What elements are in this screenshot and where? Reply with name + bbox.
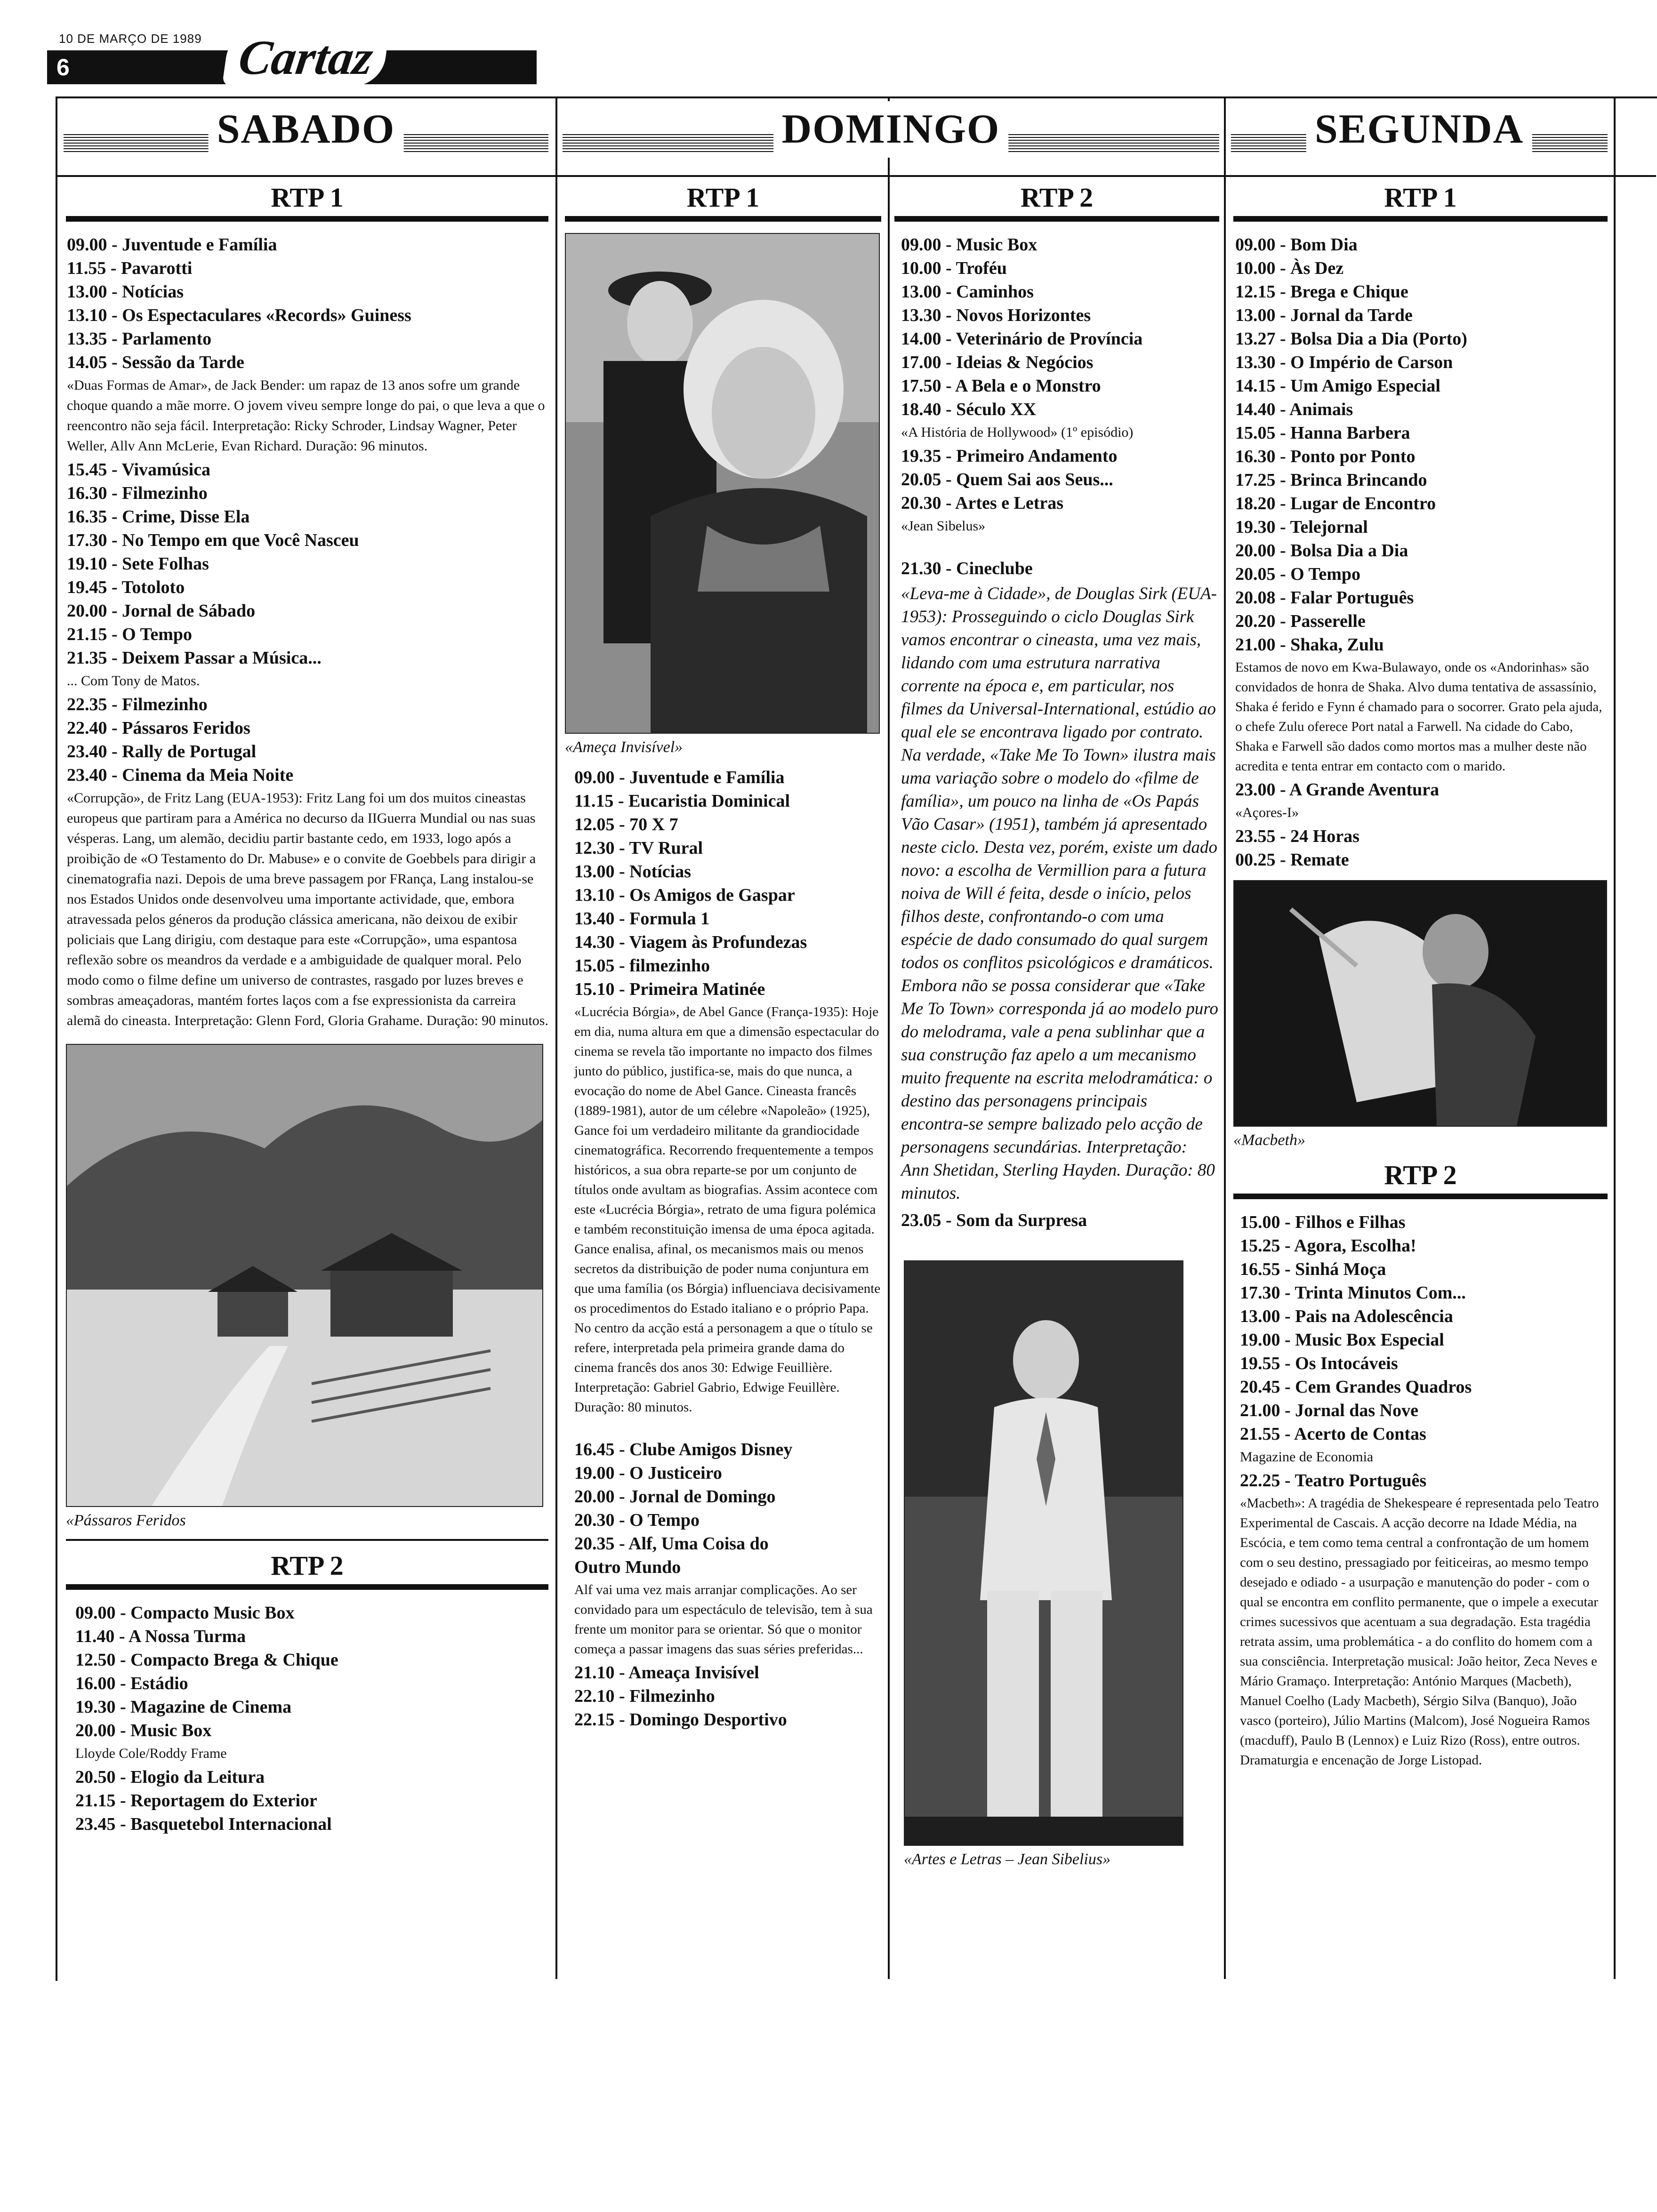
program-item: 23.55 - 24 Horas bbox=[1235, 826, 1359, 846]
program-item: 13.00 - Jornal da Tarde bbox=[1235, 305, 1413, 325]
program-item: 21.35 - Deixem Passar a Música... bbox=[67, 648, 322, 668]
program-note: «Leva-me à Cidade», de Douglas Sirk (EUA-1953): Prosseguindo o ciclo Douglas Sirk vamos encontrar o cineasta, uma vez mais, lidando com uma estrutura narrativa corrente na época e, em particular, nos filmes da Universal-International, estúdio ao qual ele se encontrava ligado por contrato. Na verdade, «Take Me To Town» ilustra mais uma variação sobre o modelo do «filme de família», um pouco na linha de «Os Papás Vão Casar» (1951), também já apresentado neste ciclo. Desta vez, porém, existe um dado novo: a escolha de Vermillion para a futura noiva de Will é feita, desde o início, pelos filhos deste, confrontando-o com uma espécie de dado consumado do qual surgem todos os conflitos psicológicos e dramáticos. Embora não se possa considerar que «Take Me To Town» corresponda já ao modelo puro do melodrama, vale a pena sublinhar que a sua construção faz apelo a um mecanismo muito frequente na escrita melodramática: o destino das personagens principais encontra-se sempre balizado pelo acção de personagens secundárias. Interpretação: Ann Shetidan, Sterling Hayden. Duração: 80 minutos. bbox=[901, 584, 1218, 1203]
program-item: 23.45 - Basquetebol Internacional bbox=[75, 1814, 332, 1834]
program-item: 23.40 - Cinema da Meia Noite bbox=[67, 765, 294, 785]
program-item: 17.30 - Trinta Minutos Com... bbox=[1240, 1283, 1466, 1303]
program-item: 14.15 - Um Amigo Especial bbox=[1235, 376, 1440, 396]
landscape-photo bbox=[67, 1045, 542, 1506]
program-item: 21.15 - Reportagem do Exterior bbox=[75, 1791, 317, 1811]
program-item: 21.55 - Acerto de Contas bbox=[1240, 1424, 1426, 1444]
program-item: 15.45 - Vivamúsica bbox=[67, 460, 211, 480]
program-item: 20.05 - O Tempo bbox=[1235, 564, 1361, 584]
program-item: 13.30 - Novos Horizontes bbox=[901, 305, 1091, 325]
program-item: 13.00 - Caminhos bbox=[901, 282, 1034, 302]
program-item: 13.30 - O Império de Carson bbox=[1235, 353, 1453, 372]
program-item: 11.40 - A Nossa Turma bbox=[75, 1627, 246, 1646]
program-item: 13.40 - Formula 1 bbox=[574, 909, 710, 929]
program-note: «A História de Hollywood» (1º episódio) bbox=[901, 425, 1134, 440]
portrait-photo bbox=[566, 234, 879, 733]
channel-title: RTP 2 bbox=[1020, 182, 1094, 213]
photo-caption: «Artes e Letras – Jean Sibelius» bbox=[904, 1851, 1111, 1868]
channel-bar bbox=[66, 1584, 548, 1590]
program-item: 15.05 - Hanna Barbera bbox=[1235, 423, 1410, 443]
photo-passaros-feridos bbox=[66, 1044, 543, 1507]
program-note: ... Com Tony de Matos. bbox=[67, 673, 200, 689]
program-item: 22.15 - Domingo Desportivo bbox=[574, 1710, 787, 1730]
channel-bar bbox=[1233, 1194, 1608, 1199]
program-item: 16.45 - Clube Amigos Disney bbox=[574, 1440, 793, 1459]
program-item: 22.35 - Filmezinho bbox=[67, 695, 208, 714]
program-item: 19.45 - Totoloto bbox=[67, 577, 185, 597]
standing-man-photo bbox=[905, 1261, 1182, 1845]
program-item: 13.10 - Os Amigos de Gaspar bbox=[574, 885, 795, 905]
program-item: 15.25 - Agora, Escolha! bbox=[1240, 1236, 1416, 1256]
program-item: 22.25 - Teatro Português bbox=[1240, 1471, 1427, 1491]
program-item: 20.50 - Elogio da Leitura bbox=[75, 1767, 265, 1787]
program-item: 14.30 - Viagem às Profundezas bbox=[574, 932, 807, 952]
program-item: 12.15 - Brega e Chique bbox=[1235, 282, 1408, 302]
program-item: 15.10 - Primeira Matinée bbox=[574, 979, 765, 999]
program-item: 16.30 - Ponto por Ponto bbox=[1235, 447, 1416, 466]
program-note: «Macbeth»: A tragédia de Shekespeare é representada pelo Teatro Experimental de Cascais. A acção decorre na Idade Média, na Escócia, e tem como tema central a confrontação de um homem com o seu destino, pressagiado por feiticeiras, ao mesmo tempo desejado e odiado - a usurpação e manutenção do poder - com o qual se encontra em conflito permanente, que o impele a executar crimes sucessivos que acentuam a sua degradação. Esta tragédia retrata assim, uma problemática - a do conflito do homem com a sua consciência. Interpretação musical: João heitor, Zeca Neves e Mário Gramaço. Interpretação: António Marques (Macbeth), Manuel Coelho (Lady Macbeth), Sérgio Silva (Banquo), João vasco (porteiro), Júlio Martins (Malcom), José Nogueira Ramos (macduff), Paulo B (Lennox) e Luiz Rizo (Ross), entre outros. Dramaturgia e encenação de Jorge Listopad. bbox=[1240, 1496, 1599, 1768]
domingo-rtp2-column bbox=[894, 181, 1219, 1878]
program-item: 21.10 - Ameaça Invisível bbox=[574, 1663, 759, 1683]
program-item: 20.05 - Quem Sai aos Seus... bbox=[901, 470, 1113, 489]
sabado-column bbox=[66, 181, 548, 1836]
program-item: 11.15 - Eucaristia Dominical bbox=[574, 791, 790, 811]
masthead bbox=[47, 26, 537, 87]
channel-title: RTP 1 bbox=[271, 182, 344, 213]
day-header-domingo bbox=[563, 101, 1219, 158]
program-item: 19.35 - Primeiro Andamento bbox=[901, 446, 1118, 466]
segunda-column bbox=[1233, 181, 1608, 1772]
photo-macbeth bbox=[1233, 880, 1607, 1127]
channel-title: RTP 2 bbox=[1384, 1160, 1457, 1190]
day-header-sabado bbox=[64, 101, 548, 158]
program-item: 14.00 - Veterinário de Província bbox=[901, 329, 1143, 349]
program-item: 14.40 - Animais bbox=[1235, 400, 1353, 419]
program-item: 19.30 - Telejornal bbox=[1235, 517, 1368, 537]
program-item: 09.00 - Compacto Music Box bbox=[75, 1603, 295, 1623]
program-item: 20.00 - Music Box bbox=[75, 1721, 212, 1740]
program-item: 23.05 - Som da Surpresa bbox=[901, 1210, 1087, 1230]
program-item: 21.00 - Shaka, Zulu bbox=[1235, 635, 1384, 655]
program-item: 13.35 - Parlamento bbox=[67, 329, 212, 349]
channel-title: RTP 2 bbox=[271, 1550, 344, 1581]
program-item: 09.00 - Juventude e Família bbox=[67, 235, 277, 255]
channel-bar bbox=[1233, 216, 1608, 222]
program-note: «Açores-I» bbox=[1235, 805, 1299, 820]
program-item: 20.00 - Bolsa Dia a Dia bbox=[1235, 541, 1408, 561]
domingo-rtp1-column bbox=[565, 181, 881, 1731]
day-name: SEGUNDA bbox=[1306, 101, 1532, 158]
program-item: 11.55 - Pavarotti bbox=[67, 258, 193, 278]
program-item: 20.00 - Jornal de Sábado bbox=[67, 601, 256, 621]
program-item: 20.35 - Alf, Uma Coisa do bbox=[574, 1534, 769, 1554]
program-item: 16.00 - Estádio bbox=[75, 1674, 188, 1693]
program-item: 18.40 - Século XX bbox=[901, 400, 1037, 419]
channel-bar bbox=[565, 216, 881, 222]
program-item: 12.05 - 70 X 7 bbox=[574, 815, 678, 834]
photo-jean-sibelius bbox=[904, 1260, 1183, 1846]
day-header-segunda bbox=[1231, 101, 1608, 158]
program-note: «Lucrécia Bórgia», de Abel Gance (França-1935): Hoje em dia, numa altura em que a dimensão espectacular do cinema se revela tão importante no impacto dos filmes junto do público, justifica-se, mais do que nunca, a evocação do nome de Abel Gance. Cineasta francês (1889-1981), autor de um célebre «Napoleão» (1925), Gance foi um verdadeiro militante da grandiocidade cinematográfica. Recorrendo frequentemente a tempos históricos, a sua obra reparte-se por um conjunto de títulos onde avultam as biografias. Assim acontece com este «Lucrécia Bórgia», retrato de uma figura polémica e também reconstituição imensa de uma época agitada. Gance enalisa, afinal, os mecanismos mais ou menos secretos da distribuição de poder numa conjuntura em que uma família (os Bórgia) influenciava decisivamente os procedimentos do Estado italiano e o próprio Papa. No centro da acção está a personagem a que o título se refere, interpretada pela primeira grande dama do cinema francês dos anos 30: Edwige Feuillière. Interpretação: Gabriel Gabrio, Edwige Feuillère. Duração: 80 minutos. bbox=[574, 1004, 881, 1415]
program-item: 19.55 - Os Intocáveis bbox=[1240, 1354, 1398, 1373]
program-item: 21.00 - Jornal das Nove bbox=[1240, 1401, 1418, 1420]
program-item: 21.30 - Cineclube bbox=[901, 559, 1033, 578]
page-number: 6 bbox=[56, 54, 70, 80]
program-item: 17.30 - No Tempo em que Você Nasceu bbox=[67, 530, 359, 550]
program-item: 16.35 - Crime, Disse Ela bbox=[67, 507, 250, 527]
program-note: «Duas Formas de Amar», de Jack Bender: um rapaz de 13 anos sofre um grande choque quando a mãe morre. O jovem viveu sempre longe do pai, o que leva a que o reencontro não seja fácil. Interpretação: Ricky Schroder, Lindsay Wagner, Peter Weller, Allv Ann McLerie, Evan Richard. Duração: 96 minutos. bbox=[67, 377, 545, 454]
program-item: 19.10 - Sete Folhas bbox=[67, 554, 209, 574]
photo-caption: «Ameça Invisível» bbox=[565, 738, 683, 756]
program-item: 13.00 - Notícias bbox=[574, 862, 692, 882]
program-item: 23.40 - Rally de Portugal bbox=[67, 742, 257, 761]
program-item: 17.00 - Ideias & Negócios bbox=[901, 353, 1094, 372]
program-note: Estamos de novo em Kwa-Bulawayo, onde os «Andorinhas» são convidados de honra de Shaka. Alvo duma tentativa de assassínio, Shaka é ferido e Fynn é chamado para o socorrer. Grato pela ajuda, o chefe Zulu oferece Port natal a Farwell. Na cidade do Cabo, Shaka e Farwell são dados como mortos mas a mulher deste não acredita e tenta entrar em contacto com o marido. bbox=[1235, 660, 1602, 774]
program-item: 10.00 - Troféu bbox=[901, 258, 1007, 278]
program-item: 22.40 - Pássaros Feridos bbox=[67, 718, 250, 738]
program-item: 12.50 - Compacto Brega & Chique bbox=[75, 1650, 338, 1670]
day-name: SABADO bbox=[209, 101, 404, 158]
program-item: 21.15 - O Tempo bbox=[67, 625, 193, 644]
column-rule-4 bbox=[1614, 96, 1616, 1979]
program-item: 17.50 - A Bela e o Monstro bbox=[901, 376, 1101, 396]
program-item: 19.30 - Magazine de Cinema bbox=[75, 1697, 292, 1717]
program-item: 15.05 - filmezinho bbox=[574, 956, 710, 976]
program-item: 00.25 - Remate bbox=[1235, 850, 1349, 870]
column-rule-2 bbox=[888, 96, 890, 1979]
cartaz-logo: Cartaz bbox=[222, 30, 390, 86]
program-item: 20.45 - Cem Grandes Quadros bbox=[1240, 1377, 1472, 1397]
program-item: 13.00 - Pais na Adolescência bbox=[1240, 1306, 1453, 1326]
program-note: «Corrupção», de Fritz Lang (EUA-1953): Fritz Lang foi um dos muitos cineastas europeus que partiram para a América no decurso da IIGuerra Mundial ou nas suas vésperas. Lang, um alemão, decidiu partir bastante cedo, em 1933, logo após a proibição de «O Testamento do Dr. Mabuse» e o convite de Goebbels para dirigir a cinematografia nazi. Depois de uma breve passagem por FRança, Lang instalou-se nos Estados Unidos onde desenvolveu uma importante actividade, que, embora atravessada pelos géneros da produção clássica americana, não deixou de exibir policiais que Lang dirigiu, com destaque para este «Corrupção», uma espantosa reflexão sobre os meandros da verdade e a ambiguidade de qualquer moral. Pelo modo como o filme define um universo de contrastes, rasgado por luzes breves e sombras ameaçadoras, mantém fortes laços com a fse expressionista da carreira alemã do cineasta. Interpretação: Glenn Ford, Gloria Grahame. Duração: 90 minutos. bbox=[67, 790, 548, 1028]
program-item: 13.00 - Notícias bbox=[67, 282, 184, 302]
program-item: 20.30 - O Tempo bbox=[574, 1510, 700, 1530]
program-item: 20.00 - Jornal de Domingo bbox=[574, 1487, 776, 1507]
macbeth-photo bbox=[1234, 881, 1606, 1126]
program-item: 13.10 - Os Espectaculares «Records» Guiness bbox=[67, 305, 411, 325]
program-item: 23.00 - A Grande Aventura bbox=[1235, 780, 1440, 800]
program-note: Alf vai uma vez mais arranjar complicações. Ao ser convidado para um espectáculo de televisão, tem à sua frente um monitor para se orientar. Só que o monitor começa a passar imagens das suas séries preferidas... bbox=[574, 1582, 873, 1657]
photo-caption: «Macbeth» bbox=[1233, 1131, 1305, 1149]
program-item: 09.00 - Juventude e Família bbox=[574, 768, 785, 787]
program-item: 18.20 - Lugar de Encontro bbox=[1235, 494, 1436, 513]
program-item: 19.00 - O Justiceiro bbox=[574, 1463, 722, 1483]
channel-bar bbox=[894, 216, 1219, 222]
channel-title: RTP 1 bbox=[1384, 182, 1457, 213]
section-rule bbox=[66, 1539, 548, 1541]
program-item: 22.10 - Filmezinho bbox=[574, 1686, 715, 1706]
program-item: 17.25 - Brinca Brincando bbox=[1235, 470, 1427, 490]
program-item: 14.05 - Sessão da Tarde bbox=[67, 353, 244, 372]
issue-date: 10 DE MARÇO DE 1989 bbox=[59, 32, 202, 46]
program-note: «Jean Sibelus» bbox=[901, 518, 986, 534]
program-item: 15.00 - Filhos e Filhas bbox=[1240, 1212, 1406, 1232]
program-item: 20.30 - Artes e Letras bbox=[901, 493, 1064, 513]
day-name: DOMINGO bbox=[773, 101, 1009, 158]
program-item: 20.20 - Passerelle bbox=[1235, 611, 1366, 631]
header-rule bbox=[56, 175, 1656, 177]
program-item: 19.00 - Music Box Especial bbox=[1240, 1330, 1444, 1350]
program-item: 12.30 - TV Rural bbox=[574, 838, 703, 858]
program-item: Outro Mundo bbox=[574, 1557, 681, 1577]
channel-bar bbox=[66, 216, 548, 222]
program-item: 16.30 - Filmezinho bbox=[67, 483, 208, 503]
program-item: 10.00 - Às Dez bbox=[1235, 258, 1344, 278]
program-item: 16.55 - Sinhá Moça bbox=[1240, 1259, 1386, 1279]
program-item: 20.08 - Falar Português bbox=[1235, 588, 1414, 608]
program-item: 09.00 - Music Box bbox=[901, 235, 1038, 255]
photo-caption: «Pássaros Feridos bbox=[66, 1512, 186, 1529]
program-item: 13.27 - Bolsa Dia a Dia (Porto) bbox=[1235, 329, 1467, 349]
program-note: Lloyde Cole/Roddy Frame bbox=[75, 1746, 227, 1761]
program-note: Magazine de Economia bbox=[1240, 1449, 1374, 1465]
photo-ameaca-invisivel bbox=[565, 233, 880, 734]
column-rule-1 bbox=[555, 96, 557, 1979]
program-item: 09.00 - Bom Dia bbox=[1235, 235, 1358, 255]
column-rule-3 bbox=[1224, 96, 1226, 1979]
channel-title: RTP 1 bbox=[686, 182, 760, 213]
